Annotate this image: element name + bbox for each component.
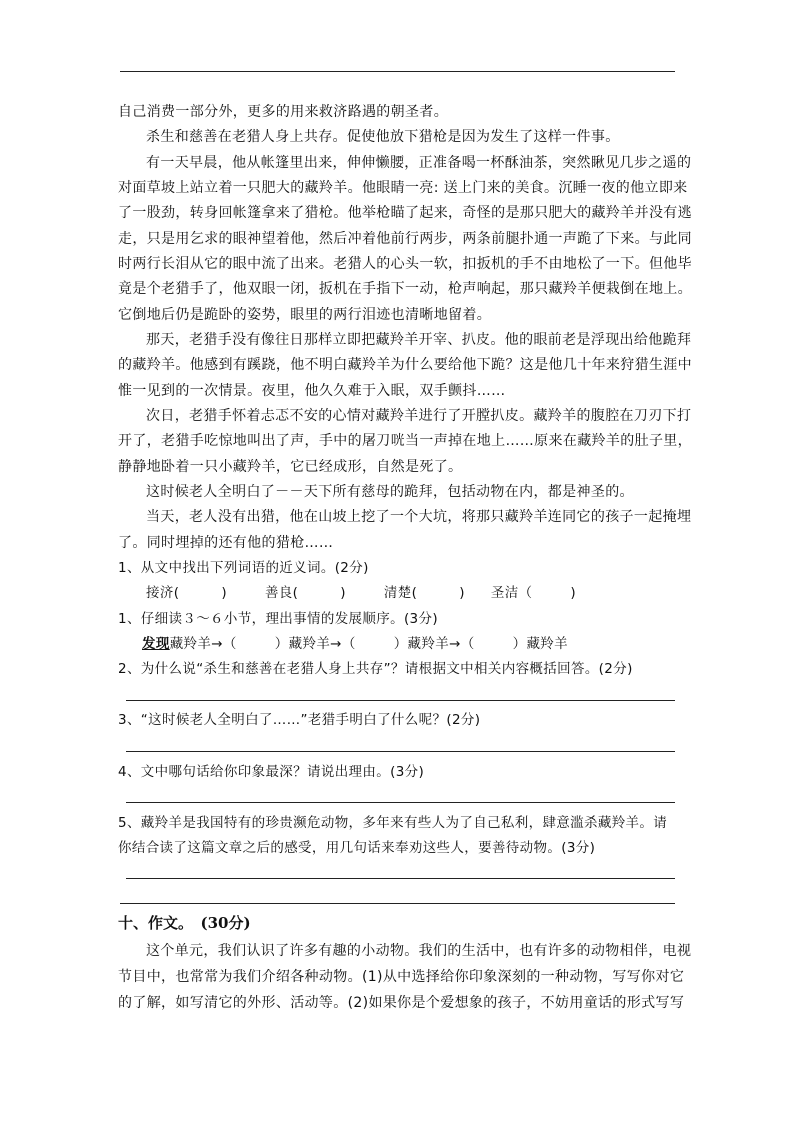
word-label: 圣洁（: [490, 585, 533, 601]
composition-line: 这个单元，我们认识了许多有趣的小动物。我们的生活中，也有许多的动物相伴，电视: [146, 943, 692, 959]
header-rule: [120, 71, 675, 72]
answer-line[interactable]: [126, 802, 675, 803]
story-line: 竟是个老猎手了，他双眼一闭，扳机在手指下一动，枪声响起，那只藏羚羊便栽倒在地上。: [118, 281, 692, 297]
answer-line[interactable]: [126, 878, 675, 879]
sequence-start: 发现: [142, 636, 170, 652]
story-line: 的藏羚羊。他感到有蹊跷，他不明白藏羚羊为什么要给他下跪？这是他几十年来狩猎生涯中: [118, 357, 692, 373]
story-line: 走，只是用乞求的眼神望着他，然后冲着他前行两步，两条前腿扑通一声跪了下来。与此同: [118, 231, 692, 247]
story-line: 有一天早晨，他从帐篷里出来，伸伸懒腰，正准备喝一杯酥油茶，突然瞅见几步之遥的: [146, 155, 692, 171]
question-5: 5、藏羚羊是我国特有的珍贵濒危动物，多年来有些人为了自己私利，肆意滥杀藏羚羊。请: [118, 815, 668, 831]
story-line: 开了，老猎手吃惊地叫出了声，手中的屠刀咣当一声掉在地上……原来在藏羚羊的肚子里，: [118, 433, 692, 449]
word-label: 清楚(: [383, 585, 418, 601]
story-line: 了。同时埋掉的还有他的猎枪……: [118, 535, 334, 551]
story-line: 静静地卧着一只小藏羚羊，它已经成形，自然是死了。: [118, 459, 463, 475]
composition-line: 节目中，也常常为我们介绍各种动物。(1)从中选择给你印象深刻的一种动物，写写你对它: [118, 969, 685, 985]
story-line: 杀生和慈善在老猎人身上共存。促使他放下猎枪是因为发生了这样一件事。: [146, 129, 620, 145]
answer-line[interactable]: [126, 751, 675, 752]
question-3: 3、“这时候老人全明白了……”老猎手明白了什么呢？(2分): [118, 712, 481, 728]
story-line: 了一股劲，转身回帐篷拿来了猎枪。他举枪瞄了起来，奇怪的是那只肥大的藏羚羊并没有逃: [118, 205, 692, 221]
story-line: 当天，老人没有出猎，他在山坡上挖了一个大坑，将那只藏羚羊连同它的孩子一起掩埋: [146, 509, 692, 525]
story-line: 次日，老猎手怀着忐忑不安的心情对藏羚羊进行了开膛扒皮。藏羚羊的腹腔在刀刃下打: [146, 408, 692, 424]
story-line: 时两行长泪从它的眼中流了出来。老猎人的心头一软，扣扳机的手不由地松了一下。但他毕: [118, 256, 692, 272]
story-line: 它倒地后仍是跪卧的姿势，眼里的两行泪迹也清晰地留着。: [118, 307, 492, 323]
composition-title: 十、作文。 (30分): [118, 914, 251, 932]
question-4: 4、文中哪句话给你印象最深？请说出理由。(3分): [118, 764, 425, 780]
story-line: 对面草坡上站立着一只肥大的藏羚羊。他眼睛一亮: 送上门来的美食。沉睡一夜的他立即来: [118, 180, 688, 196]
synonym-row: 接济( ) 善良( ) 清楚( ) 圣洁（ ): [146, 585, 577, 601]
word-label: 善良(: [264, 585, 299, 601]
question-order: 1、仔细读３～６小节，理出事情的发展顺序。(3分): [118, 611, 438, 627]
question-2: 2、为什么说“杀生和慈善在老猎人身上共存”？请根据文中相关内容概括回答。(2分): [118, 661, 633, 677]
sequence-row: 发现藏羚羊→（ ）藏羚羊→（ ）藏羚羊→（ ）藏羚羊: [142, 636, 569, 652]
answer-line[interactable]: [126, 700, 675, 701]
word-label: 接济(: [146, 585, 180, 601]
composition-line: 的了解，如写清它的外形、活动等。(2)如果你是个爱想象的孩子，不妨用童话的形式写写: [118, 995, 685, 1011]
question-1: 1、从文中找出下列词语的近义词。(2分): [118, 560, 369, 576]
story-line: 那天，老猎手没有像往日那样立即把藏羚羊开宰、扒皮。他的眼前老是浮现出给他跪拜: [146, 332, 692, 348]
story-line: 自己消费一部分外，更多的用来救济路遇的朝圣者。: [118, 104, 449, 120]
section-rule: [120, 903, 675, 904]
story-line: 这时候老人全明白了－－天下所有慈母的跪拜，包括动物在内，都是神圣的。: [146, 484, 634, 500]
story-line: 惟一见到的一次情景。夜里，他久久难于入眠，双手颤抖……: [118, 383, 506, 399]
question-5-cont: 你结合读了这篇文章之后的感受，用几句话来奉劝这些人，要善待动物。(3分): [118, 840, 596, 856]
